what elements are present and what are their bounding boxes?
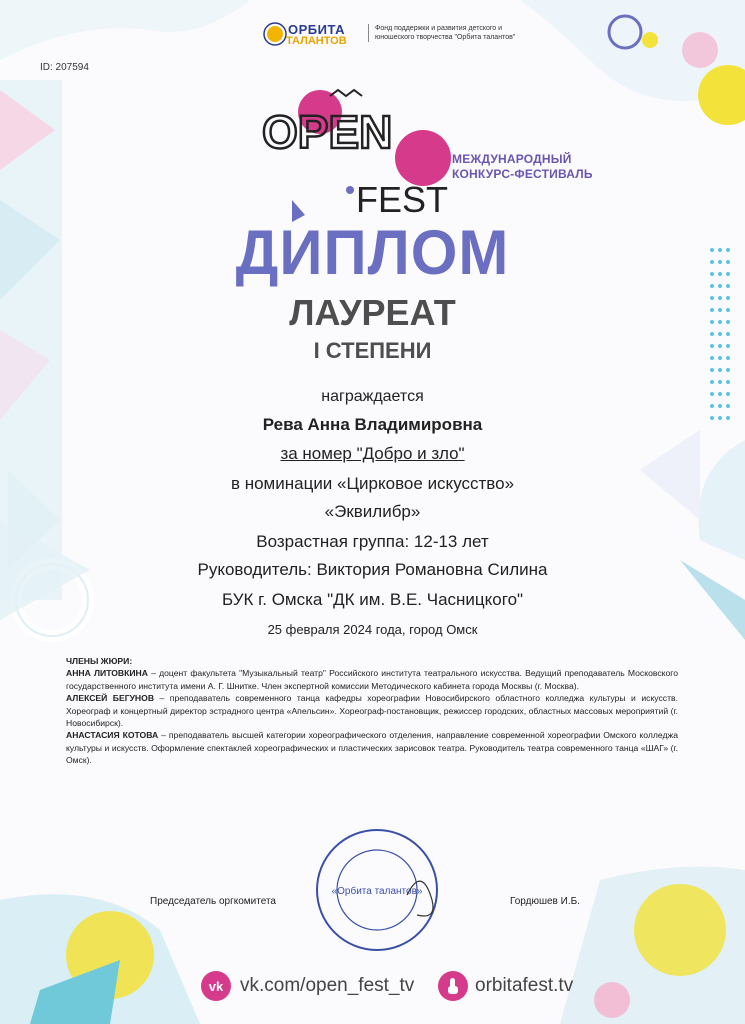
vk-icon — [200, 970, 232, 1002]
jury-member — [66, 667, 678, 692]
recipient-name: Рева Анна Владимировна — [262, 415, 483, 434]
sub-nomination: «Эквилибр» — [324, 502, 421, 521]
leader: Руководитель: Виктория Романовна Силина — [197, 560, 548, 579]
organization: БУК г. Омска "ДК им. В.Е. Часницкого" — [221, 590, 524, 609]
festival-subtitle-line2: КОНКУРС-ФЕСТИВАЛЬ — [452, 167, 593, 181]
jury-member-bio: – преподаватель высшей категории хореографического отделения, направление современной хореографии Омского колледжа культуры и искусств. Оформление спектаклей хореографических и пластических зарисовок театра. Руководитель театра современного танца «ШАГ» (г. Омск). — [66, 730, 678, 766]
jury-heading: ЧЛЕНЫ ЖЮРИ: — [66, 656, 133, 666]
svg-text:vk: vk — [208, 979, 224, 994]
nomination: в номинации «Цирковое искусство» — [230, 474, 515, 493]
laureate-degree: I СТЕПЕНИ — [313, 338, 432, 363]
awarded-label: награждается — [321, 388, 424, 405]
stamp-center-text: «Орбита талантов» — [331, 886, 423, 897]
jury-member — [66, 692, 678, 729]
jury-member-name: АННА ЛИТОВКИНА — [66, 668, 148, 679]
jury-member-bio: – доцент факультета "Музыкальный театр" Российского института театрального искусства. Ведущий преподаватель Московского государственного института имени А. Г. Шнитке. Член экспертной комиссии Методического кабинета города Москвы (г. Москва). — [66, 668, 678, 691]
jury-section — [66, 655, 678, 767]
vk-link[interactable]: vk.com/open_fest_tv — [240, 975, 415, 996]
organization-stamp — [312, 825, 442, 955]
logo-line1: ОРБИТА — [288, 22, 345, 37]
diploma-title: ДИПЛОМ — [235, 217, 510, 288]
jury-member — [66, 729, 678, 766]
age-group: Возрастная группа: 12-13 лет — [256, 532, 489, 551]
site-link[interactable]: orbitafest.tv — [475, 975, 574, 996]
pointer-hand-icon — [437, 970, 469, 1002]
festival-subtitle — [452, 152, 593, 182]
jury-member-name: АЛЕКСЕЙ БЕГУНОВ — [66, 693, 155, 704]
chair-name: Гордюшев И.Б. — [510, 896, 580, 907]
jury-member-name: АНАСТАСИЯ КОТОВА — [66, 730, 159, 741]
festival-subtitle-line1: МЕЖДУНАРОДНЫЙ — [452, 152, 572, 166]
date-place: 25 февраля 2024 года, город Омск — [267, 622, 478, 637]
performance-title: за номер "Добро и зло" — [280, 444, 465, 463]
laureate-rank: ЛАУРЕАТ — [289, 292, 456, 333]
fund-description: Фонд поддержки и развития детского и юношеского творчества "Орбита талантов" — [368, 24, 535, 42]
logo-open-text: OPEN — [262, 106, 393, 158]
logo-line2: ТАЛАНТОВ — [286, 35, 347, 47]
jury-member-bio: – преподаватель современного танца кафедры хореографии Новосибирского областного колледжа культуры и искусств. Хореограф и концертный директор эстрадного центра «Апельсин». Хореограф-постановщик, режиссер городских, областных массовых мероприятий (г. Новосибирск). — [66, 693, 678, 729]
logo-fest-text: FEST — [356, 179, 449, 220]
chair-label: Председатель оргкомитета — [150, 896, 276, 907]
certificate-id: ID: 207594 — [40, 62, 89, 73]
orbita-logo — [268, 22, 358, 47]
